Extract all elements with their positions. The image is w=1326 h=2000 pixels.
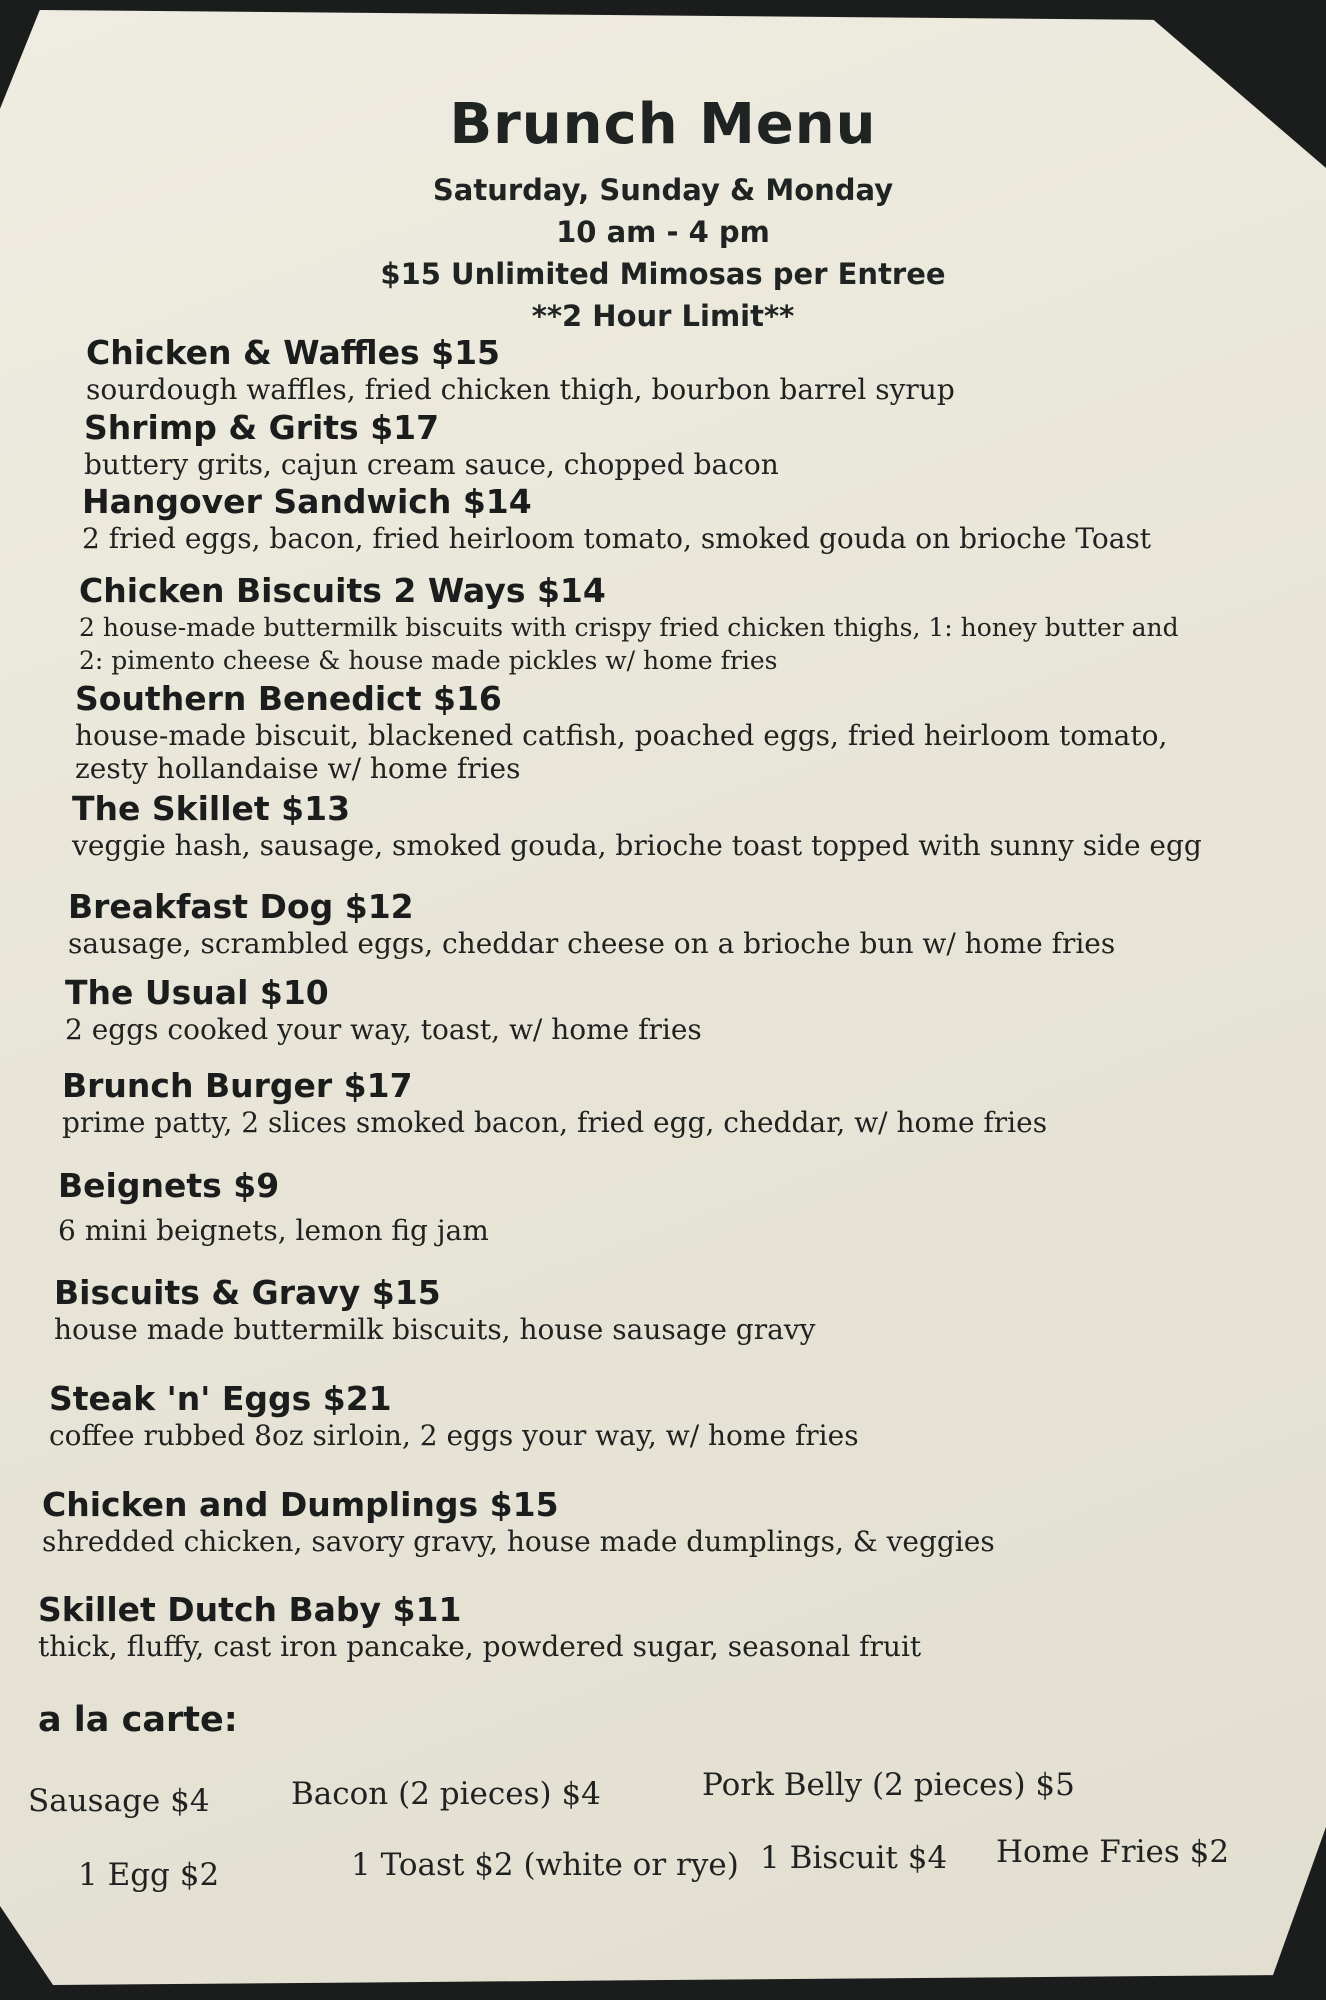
menu-item bbox=[62, 1066, 1292, 1139]
item-name: The Skillet $13 bbox=[72, 789, 351, 828]
item-description: shredded chicken, savory gravy, house made dumplings, & veggies bbox=[42, 1525, 995, 1558]
item-description: veggie hash, sausage, smoked gouda, brioche toast topped with sunny side egg bbox=[72, 829, 1202, 862]
side-item: Bacon (2 pieces) $4 bbox=[291, 1776, 601, 1812]
side-item: Home Fries $2 bbox=[996, 1834, 1230, 1870]
menu-item bbox=[58, 1166, 1288, 1247]
item-description: house made buttermilk biscuits, house sausage gravy bbox=[54, 1313, 816, 1346]
menu-item bbox=[68, 887, 1298, 960]
menu-item bbox=[72, 789, 1302, 862]
item-name: The Usual $10 bbox=[65, 973, 329, 1012]
menu-item bbox=[65, 973, 1295, 1046]
menu-item bbox=[86, 333, 1316, 406]
menu-item bbox=[54, 1273, 1284, 1346]
item-description: 2 eggs cooked your way, toast, w/ home fries bbox=[65, 1013, 702, 1046]
item-name: Brunch Burger $17 bbox=[62, 1066, 413, 1105]
menu-days: Saturday, Sunday & Monday bbox=[432, 173, 894, 207]
menu-item bbox=[75, 679, 1305, 785]
menu-item bbox=[42, 1485, 1272, 1558]
item-name: Breakfast Dog $12 bbox=[68, 887, 414, 926]
item-name: Southern Benedict $16 bbox=[75, 679, 502, 718]
item-description: sourdough waffles, fried chicken thigh, bourbon barrel syrup bbox=[86, 373, 955, 406]
side-item: Pork Belly (2 pieces) $5 bbox=[702, 1767, 1075, 1803]
item-description: buttery grits, cajun cream sauce, chopped bacon bbox=[84, 448, 779, 481]
menu-item bbox=[84, 408, 1314, 481]
item-description: 2 house-made buttermilk biscuits with crispy fried chicken thighs, 1: honey butter and 2: pimento cheese & house made pickles w/ home fries bbox=[79, 613, 1179, 675]
side-item: 1 Toast $2 (white or rye) bbox=[351, 1847, 739, 1883]
item-name: Beignets $9 bbox=[58, 1166, 280, 1205]
item-description: prime patty, 2 slices smoked bacon, fried egg, cheddar, w/ home fries bbox=[62, 1106, 1048, 1139]
mimosa-limit: **2 Hour Limit** bbox=[531, 299, 795, 333]
item-description: house-made biscuit, blackened catfish, poached eggs, fried heirloom tomato, zesty hollandaise w/ home fries bbox=[75, 719, 1168, 785]
menu-item bbox=[49, 1379, 1279, 1452]
item-name: Steak 'n' Eggs $21 bbox=[49, 1379, 392, 1418]
menu-item bbox=[38, 1590, 1268, 1663]
item-name: Chicken and Dumplings $15 bbox=[42, 1485, 559, 1524]
menu-hours: 10 am - 4 pm bbox=[556, 215, 770, 249]
item-name: Biscuits & Gravy $15 bbox=[54, 1273, 441, 1312]
item-description: 2 fried eggs, bacon, fried heirloom tomato, smoked gouda on brioche Toast bbox=[82, 522, 1152, 555]
item-name: Hangover Sandwich $14 bbox=[82, 482, 532, 521]
item-name: Skillet Dutch Baby $11 bbox=[38, 1590, 462, 1629]
item-description: coffee rubbed 8oz sirloin, 2 eggs your way, w/ home fries bbox=[49, 1419, 859, 1452]
menu-item bbox=[82, 482, 1312, 555]
item-description: 6 mini beignets, lemon fig jam bbox=[58, 1214, 489, 1247]
menu-title: Brunch Menu bbox=[449, 92, 877, 157]
item-name: Chicken & Waffles $15 bbox=[86, 333, 500, 372]
side-item: Sausage $4 bbox=[28, 1783, 210, 1819]
alacarte-heading: a la carte: bbox=[38, 1700, 238, 1740]
item-name: Chicken Biscuits 2 Ways $14 bbox=[79, 571, 606, 610]
item-description: sausage, scrambled eggs, cheddar cheese on a brioche bun w/ home fries bbox=[68, 927, 1116, 960]
item-name: Shrimp & Grits $17 bbox=[84, 408, 440, 447]
menu-item bbox=[79, 571, 1309, 677]
side-item: 1 Egg $2 bbox=[78, 1857, 220, 1893]
item-description: thick, fluffy, cast iron pancake, powdered sugar, seasonal fruit bbox=[38, 1630, 922, 1663]
side-item: 1 Biscuit $4 bbox=[760, 1840, 948, 1876]
mimosa-offer: $15 Unlimited Mimosas per Entree bbox=[380, 257, 946, 291]
